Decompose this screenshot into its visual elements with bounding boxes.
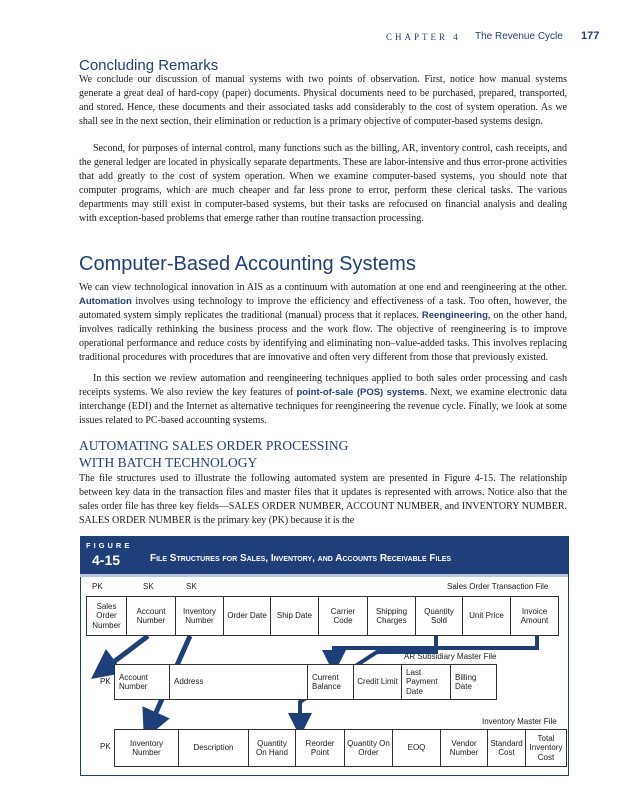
field-quantity-on-hand: Quantity On Hand xyxy=(249,730,296,766)
ar-pk-label: PK xyxy=(100,677,111,686)
running-header-chapter: CHAPTER 4 xyxy=(386,32,461,42)
field-billing-date: Billing Date xyxy=(455,672,477,691)
field-description: Description xyxy=(179,730,249,766)
field-sales-order-number: Sales Order Number xyxy=(87,597,127,635)
automating-paragraph: The file structures used to illustrate the following automated system are presented in Figure 4-15. The relationship between key data in the transaction files and master files that it updates is represented with arrows. Notice also that the sales order file has three key fields—SALES ORDER NUMBER, ACCOUNT NUMBER, and INVENTORY NUMBER. SALES ORDER NUMBER is the primary key (PK) because it is the xyxy=(79,473,567,526)
figure-label: FIGURE xyxy=(86,541,133,550)
concluding-paragraph-2: Second, for purposes of internal control, many functions such as the billing, AR, inventory control, cash receipts, and the general ledger are located in physically separate departments. These are labor-intensive and thus error-prone activities that add greatly to the cost of system operation. When we examine computer-based systems, you should note that computer programs, which are much cheaper and far less prone to error, perform these clerical tasks. The various departments may still exist in computer-based systems, but their tasks are refocused on financial analysis and dealing with exception-based problems that emerge rather than routine transaction processing. xyxy=(79,143,567,224)
ar-master-record xyxy=(114,664,497,700)
inventory-pk-label: PK xyxy=(100,742,111,751)
sales-pk-label: PK xyxy=(92,582,103,591)
inventory-file-name: Inventory Master File xyxy=(482,717,557,726)
subsection-heading: AUTOMATING SALES ORDER PROCESSING WITH BATCH TECHNOLOGY xyxy=(79,438,349,470)
running-header-section: The Revenue Cycle xyxy=(475,31,563,42)
page-number: 177 xyxy=(581,30,600,42)
field-carrier-code: Carrier Code xyxy=(319,597,368,635)
field-reorder-point: Reorder Point xyxy=(296,730,345,766)
section-heading: Computer-Based Accounting Systems xyxy=(79,253,416,275)
concluding-paragraph-1: We conclude our discussion of manual systems with two points of observation. First, notice how manual systems generate a great deal of hard-copy (paper) documents. Physical documents need to be purchased, prepared, transported, and stored. Hence, these documents and their associated tasks add considerably to the cost of system operation. As we shall see in the next section, their elimination or reduction is a primary objective of computer-based systems design. xyxy=(79,74,567,127)
field-unit-price: Unit Price xyxy=(463,597,511,635)
field-total-inventory-cost: Total Inventory Cost xyxy=(529,733,563,762)
field-last-payment-date: Last Payment Date xyxy=(402,665,451,699)
keyword-automation: Automation xyxy=(79,295,132,307)
field-shipping-charges: Shipping Charges xyxy=(368,597,416,635)
sales-order-record xyxy=(86,596,559,636)
field-ar-account-number: Account Number xyxy=(115,665,170,699)
cbas-paragraph-2: In this section we review automation and reengineering techniques applied to both sales order processing and cash receipts systems. We also review the key features of point-of-sale (POS) systems. Next, we examine electronic data interchange (EDI) and the Internet as alternative techniques for reengineering the revenue cycle. Finally, we look at some issues related to PC-based accounting systems. xyxy=(79,373,567,426)
cbas-paragraph-1: We can view technological innovation in AIS as a continuum with automation at one end and reengineering at the other. Automation involves using technology to improve the efficiency and effectiveness of a task. Too often, however, the automated system simply replicates the traditional (manual) process that it replaces. Reengineering, on the other hand, involves radically rethinking the business process and the work flow. The objective of reengineering is to improve operational performance and reduce costs by identifying and eliminating non–value-added tasks. This involves replacing traditional procedures with procedures that are innovative and often very different from those that previously existed. xyxy=(79,282,568,363)
field-ship-date: Ship Date xyxy=(271,597,319,635)
field-credit-limit: Credit Limit xyxy=(354,665,402,699)
field-eoq: EOQ xyxy=(393,730,441,766)
field-account-number: Account Number xyxy=(127,597,176,635)
field-invoice-amount: Invoice Amount xyxy=(520,606,549,625)
field-inventory-number: Inventory Number xyxy=(176,597,224,635)
sales-sk-label-2: SK xyxy=(186,582,197,591)
sales-file-name: Sales Order Transaction File xyxy=(447,582,549,591)
field-order-date: Order Date xyxy=(224,597,271,635)
field-inv-inventory-number: Inventory Number xyxy=(115,730,179,766)
field-address: Address xyxy=(170,665,308,699)
ar-file-name: AR Subsidiary Master File xyxy=(404,652,497,661)
field-quantity-sold: Quantity Sold xyxy=(416,597,463,635)
field-standard-cost: Standard Cost xyxy=(488,730,526,766)
inventory-master-record xyxy=(114,729,567,767)
concluding-remarks-heading: Concluding Remarks xyxy=(79,57,219,74)
field-current-balance: Current Balance xyxy=(308,665,354,699)
field-quantity-on-order: Quantity On Order xyxy=(345,730,393,766)
sales-sk-label-1: SK xyxy=(143,582,154,591)
field-vendor-number: Vendor Number xyxy=(441,730,488,766)
keyword-reengineering: Reengineering xyxy=(421,309,488,321)
figure-number: 4-15 xyxy=(92,552,121,568)
figure-title: File Structures for Sales, Inventory, and Accounts Receivable Files xyxy=(150,553,452,564)
keyword-pos-systems: point-of-sale (POS) systems xyxy=(296,386,425,398)
